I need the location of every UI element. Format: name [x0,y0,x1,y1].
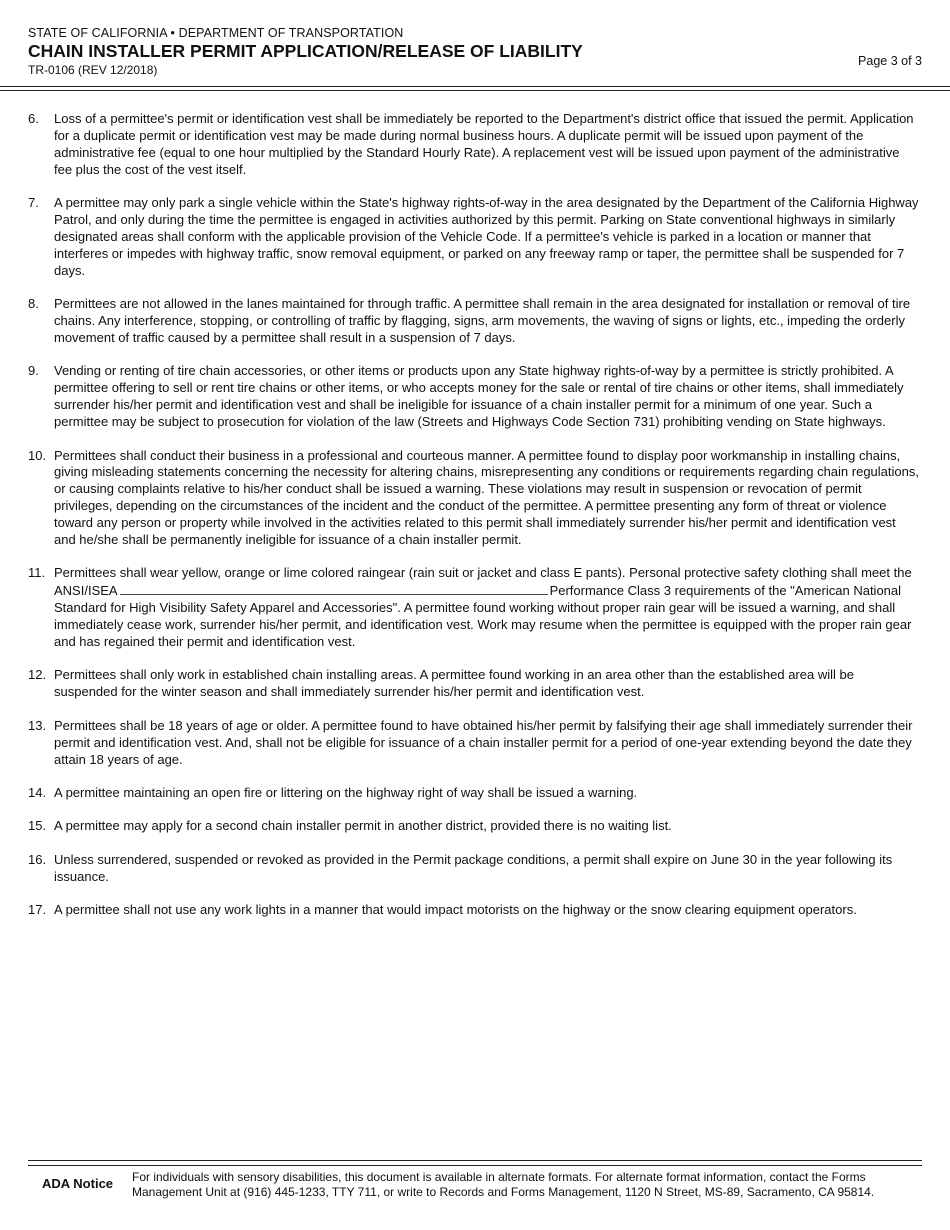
list-item [28,785,920,802]
list-item [28,111,920,179]
item-number: 14. [28,785,47,800]
footer-divider-double [28,1165,922,1166]
list-item [28,195,920,280]
item-text: A permittee shall not use any work lights in a manner that would impact motorists on the highway or the snow clearing equipment operators. [54,902,857,918]
ada-notice [28,1170,922,1199]
item-text: A permittee may apply for a second chain installer permit in another district, provided there is no waiting list. [54,818,672,834]
list-item [28,852,920,886]
header-divider-double [0,90,950,91]
item-number: 15. [28,818,47,834]
item-number: 13. [28,717,47,733]
form-title: CHAIN INSTALLER PERMIT APPLICATION/RELEASE OF LIABILITY [28,41,583,61]
list-item [28,818,920,835]
conditions-list [28,111,920,936]
list-item [28,448,920,549]
item-text: Loss of a permittee's permit or identification vest shall be immediately be reported to the Department's district office that issued the permit. Application for a duplicate permit or identification vest may be made during normal business hours. A duplicate permit will be issued upon payment of the administrative fee (equal to one hour multiplied by the Standard Hourly Rate). A replacement vest will be issued upon payment of the administrative fee plus the cost of the vest itself. [54,111,914,177]
item-text: A permittee maintaining an open fire or littering on the highway right of way shall be issued a warning. [54,785,638,800]
agency-line: STATE OF CALIFORNIA • DEPARTMENT OF TRANSPORTATION [28,26,404,40]
item-text: Vending or renting of tire chain accessories, or other items or products upon any State highway rights-of-way by a permittee is strictly prohibited. A permittee offering to sell or rent tire chains or other items, or who accepts money for the sale or rental of tire chains or other items, shall immediately surrender his/her permit and identification vest and shall be ineligible for issuance of a chain installer permit for a minimum of one year. Such a permittee may be subject to prosecution for violation of the law (Streets and Highways Code Section 731) prohibiting vending on State highways. [54,363,904,430]
list-item [28,363,920,431]
item-text: Permittees shall be 18 years of age or older. A permittee found to have obtained his/her permit by falsifying their age shall immediately surrender their permit and identification vest. And, shall not be eligible for issuance of a chain installer permit for a period of one-year extending beyond the date they attain 18 years of age. [54,717,913,767]
ansi-standard-blank-field[interactable] [120,582,548,595]
list-item [28,296,920,347]
item-number: 8. [28,296,39,312]
item-text: Permittees shall conduct their business in a professional and courteous manner. A permittee found to display poor workmanship in installing chains, giving misleading statements concerning the necessity for altering chains, misrepresenting any conditions or requirements regarding chain regulations, or causing complaints relative to his/her conduct shall be issued a warning. These violations may result in suspension or revocation of permit privileges, depending on the circumstances of the incident and the conduct of the permittee. A permittee presenting any form of threat or violence toward any person or property while involved in the activities related to this permit shall immediately surrender his/her permit and identification vest and he/she shall be permanently ineligible for issuance of a chain installer permit. [54,447,919,548]
ada-notice-label: ADA Notice [42,1176,114,1191]
item-text-before-blank: Permittees shall wear yellow, orange or lime colored raingear (rain suit or jacket and class E pants). Personal protective safety clothing shall meet the ANSI/ISEA [54,565,912,599]
item-text: Permittees shall only work in established chain installing areas. A permittee found working in an area other than the established area will be suspended for the winter season and shall immediately surrender his/her permit and identification vest. [54,667,854,700]
item-text-after-blank: Performance Class 3 requirements of the "American National Standard for High Visibility Safety Apparel and Accessories". A permittee found working without proper rain gear will be issued a warning, and shall immediately cease work, surrender his/her permit, and identification vest. Work may resume when the permittee is equipped with the proper rain gear and has regained their permit and identification vest. [54,583,912,650]
item-number: 12. [28,667,47,683]
page-number: Page 3 of 3 [858,54,922,68]
item-number: 6. [28,111,39,126]
list-item [28,565,920,651]
form-header [28,26,922,78]
item-number: 10. [28,447,47,463]
item-number: 11. [28,565,46,581]
list-item [28,902,920,919]
item-text: Unless surrendered, suspended or revoked as provided in the Permit package conditions, a permit shall expire on June 30 in the year following its issuance. [54,851,893,884]
footer-divider [28,1160,922,1161]
item-number: 16. [28,851,47,867]
list-item [28,718,920,769]
item-number: 17. [28,902,47,918]
item-number: 9. [28,363,39,379]
item-text [54,565,920,651]
ada-notice-text: For individuals with sensory disabilities, this document is available in alternate formats. For alternate format information, contact the Forms Management Unit at (916) 445-1233, TTY 711, or write to Records and Forms Management, 1120 N Street, MS-89, Sacramento, CA 95814. [132,1170,875,1199]
header-divider [0,86,950,87]
list-item [28,667,920,701]
item-text: A permittee may only park a single vehicle within the State's highway rights-of-way in the area designated by the Department of the California Highway Patrol, and only during the time the permittee is engaged in activities authorized by this permit. Parking on State conventional highways in similarly designated areas shall conform with the applicable provision of the Vehicle Code. If a permittee's vehicle is parked in a location or manner that interferes or impedes with highway traffic, snow removal equipment, or parked on any freeway ramp or taper, the permittee shall be suspended for 7 days. [54,195,919,278]
item-text: Permittees are not allowed in the lanes maintained for through traffic. A permittee shall remain in the area designated for installation or removal of tire chains. Any interference, stopping, or controlling of traffic by flagging, signs, arm movements, the waving of signs or lights, etc., impeding the orderly movement of traffic caused by a permittee shall result in a suspension of 7 days. [54,296,911,345]
form-number: TR-0106 (REV 12/2018) [28,63,158,77]
item-number: 7. [28,195,39,211]
